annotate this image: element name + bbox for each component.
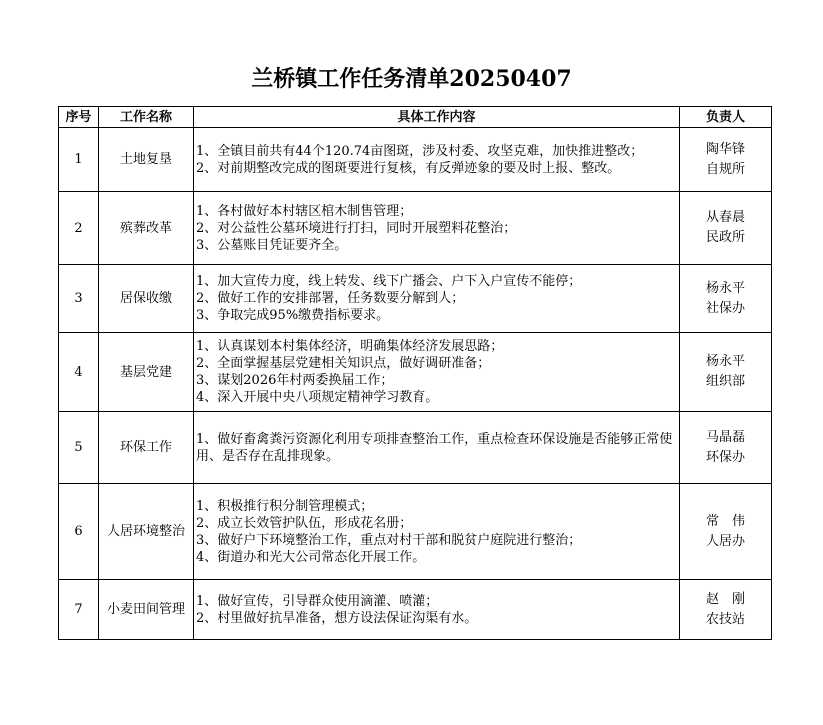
row-num: 3	[59, 265, 99, 333]
task-item: 2、对公益性公墓环境进行打扫，同时开展塑料花整治；	[196, 220, 517, 236]
table-row	[59, 580, 772, 640]
task-item: 2、村里做好抗旱准备，想方设法保证沟渠有水。	[196, 610, 478, 626]
header-name: 工作名称	[99, 107, 194, 128]
task-item: 1、积极推行积分制管理模式；	[196, 498, 374, 514]
task-item: 4、街道办和光大公司常态化开展工作。	[196, 549, 426, 565]
responsible-cell	[680, 333, 772, 412]
responsible-person: 陶华锋	[705, 141, 745, 157]
responsible-dept: 自规所	[705, 161, 745, 177]
header-num: 序号	[59, 107, 99, 128]
responsible-cell	[680, 192, 772, 265]
table-row	[59, 484, 772, 580]
responsible-person: 杨永平	[705, 280, 745, 296]
responsible-person: 从春晨	[705, 210, 745, 225]
task-item: 3、公墓账目凭证要齐全。	[196, 237, 348, 253]
row-num: 2	[59, 192, 99, 265]
task-content	[194, 192, 680, 265]
row-num: 7	[59, 580, 99, 640]
responsible-dept: 民政所	[705, 230, 745, 245]
task-item: 2、对前期整改完成的图斑要进行复核，有反弹迹象的要及时上报、整改。	[196, 160, 621, 176]
task-name: 环保工作	[99, 412, 194, 484]
responsible-cell	[680, 128, 772, 192]
task-item: 3、争取完成95%缴费指标要求。	[196, 308, 390, 323]
task-item: 2、做好工作的安排部署，任务数要分解到人；	[196, 291, 465, 306]
responsible-person: 赵 刚	[705, 591, 745, 607]
task-name: 居保收缴	[99, 265, 194, 333]
task-content	[194, 412, 680, 484]
header-content: 具体工作内容	[194, 107, 680, 128]
task-content	[194, 580, 680, 640]
task-item: 1、全镇目前共有44个120.74亩图斑，涉及村委、攻坚克难，加快推进整改；	[196, 143, 644, 159]
task-content	[194, 265, 680, 333]
task-content	[194, 128, 680, 192]
responsible-dept: 农技站	[705, 611, 745, 627]
task-item: 2、全面掌握基层党建相关知识点，做好调研准备；	[196, 356, 491, 371]
task-name: 基层党建	[99, 333, 194, 412]
table-row	[59, 412, 772, 484]
task-item: 4、深入开展中央八项规定精神学习教育。	[196, 390, 439, 405]
task-item: 2、成立长效管护队伍，形成花名册；	[196, 515, 413, 531]
page-title: 兰桥镇工作任务清单20250407	[251, 66, 572, 92]
table-row	[59, 333, 772, 412]
task-name: 小麦田间管理	[99, 580, 194, 640]
task-table	[58, 106, 772, 640]
responsible-person: 常 伟	[705, 513, 745, 529]
task-content	[194, 333, 680, 412]
responsible-dept: 社保办	[705, 300, 745, 316]
task-name: 殡葬改革	[99, 192, 194, 265]
responsible-person: 马晶磊	[705, 429, 745, 445]
task-item: 1、加大宣传力度，线上转发、线下广播会、户下入户宣传不能停；	[196, 274, 582, 289]
task-content	[194, 484, 680, 580]
responsible-dept: 人居办	[705, 533, 745, 549]
table-row	[59, 128, 772, 192]
responsible-cell	[680, 580, 772, 640]
task-name: 土地复垦	[99, 128, 194, 192]
task-item: 3、做好户下环境整治工作，重点对村干部和脱贫户庭院进行整治；	[196, 532, 582, 548]
table-row	[59, 192, 772, 265]
row-num: 5	[59, 412, 99, 484]
task-item: 1、认真谋划本村集体经济，明确集体经济发展思路；	[196, 339, 504, 354]
responsible-cell	[680, 484, 772, 580]
responsible-cell	[680, 265, 772, 333]
responsible-dept: 环保办	[705, 449, 745, 465]
task-item: 3、谋划2026年村两委换届工作；	[196, 373, 394, 388]
responsible-person: 杨永平	[705, 354, 745, 369]
header-responsible: 负责人	[680, 107, 772, 128]
task-name: 人居环境整治	[99, 484, 194, 580]
responsible-cell	[680, 412, 772, 484]
table-row	[59, 265, 772, 333]
task-item: 1、各村做好本村辖区棺木制售管理；	[196, 203, 413, 219]
row-num: 6	[59, 484, 99, 580]
table-header-row	[59, 107, 772, 128]
row-num: 1	[59, 128, 99, 192]
row-num: 4	[59, 333, 99, 412]
responsible-dept: 组织部	[705, 374, 745, 389]
task-item: 1、做好宣传，引导群众使用滴灌、喷灌；	[196, 593, 439, 609]
task-item: 1、做好畜禽粪污资源化利用专项排查整治工作，重点检查环保设施是否能够正常使用、是否存在乱排现象。	[196, 431, 673, 464]
